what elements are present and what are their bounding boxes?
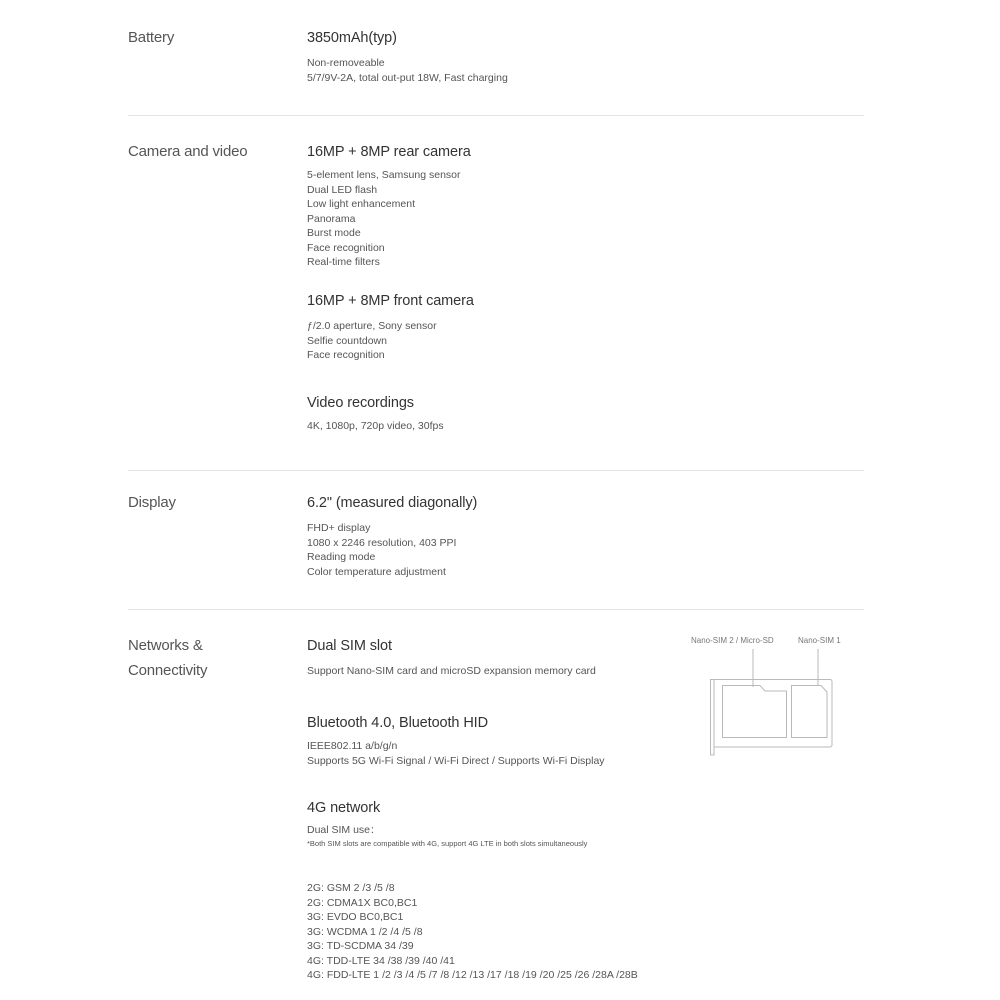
band-line: 4G: TDD-LTE 34 /38 /39 /40 /41 [307,954,455,967]
band-line: 3G: TD-SCDMA 34 /39 [307,940,414,952]
front-camera-heading: 16MP + 8MP front camera [307,293,474,309]
bluetooth-details [307,739,605,768]
dual-sim-heading: Dual SIM slot [307,638,392,654]
sim1-label: Nano-SIM 1 [798,636,841,645]
detail-line: Selfie countdown [307,334,387,347]
detail-line: Face recognition [307,241,385,254]
video-details [307,419,444,434]
detail-line: Low light enhancement [307,198,415,210]
sim-tray-diagram [700,645,840,760]
detail-line: Reading mode [307,551,376,563]
display-heading: 6.2" (measured diagonally) [307,495,478,511]
battery-heading: 3850mAh(typ) [307,30,397,46]
band-line: 2G: GSM 2 /3 /5 /8 [307,882,395,894]
detail-line: Burst mode [307,227,361,239]
networks-label [128,633,207,683]
section-divider [128,470,864,471]
battery-details [307,56,508,85]
display-details [307,521,456,579]
band-line: 2G: CDMA1X BC0,BC1 [307,896,418,909]
detail-line: Panorama [307,212,356,225]
camera-label: Camera and video [128,143,248,160]
4g-compat-note: *Both SIM slots are compatible with 4G, support 4G LTE in both slots simultaneously [307,839,588,848]
detail-line: Face recognition [307,349,385,361]
detail-line: 1080 x 2246 resolution, 403 PPI [307,536,457,549]
4g-network-heading: 4G network [307,800,381,816]
battery-label: Battery [128,29,175,46]
detail-line: Non-removeable [307,57,385,69]
detail-line: 5-element lens, Samsung sensor [307,169,461,181]
sim2-label: Nano-SIM 2 / Micro-SD [691,636,774,645]
rear-camera-details [307,168,461,270]
rear-camera-heading: 16MP + 8MP rear camera [307,144,471,160]
sim1-slot [792,686,828,738]
detail-line: 5/7/9V-2A, total out-put 18W, Fast charging [307,71,508,84]
networks-label-line: Connectivity [128,662,208,679]
bluetooth-heading: Bluetooth 4.0, Bluetooth HID [307,715,488,731]
sim2-slot [723,686,787,738]
band-line: 4G: FDD-LTE 1 /2 /3 /4 /5 /7 /8 /12 /13 /17 /18 /19 /20 /25 /26 /28A /28B [307,969,638,981]
detail-line: ƒ/2.0 aperture, Sony sensor [307,320,437,332]
detail-line: Dual LED flash [307,183,378,196]
section-divider [128,609,864,610]
dual-sim-details [307,664,596,679]
detail-line: Support Nano-SIM card and microSD expansion memory card [307,665,596,677]
networks-label-line: Networks & [128,637,203,654]
front-camera-details [307,319,437,363]
network-bands [307,881,638,983]
detail-line: Color temperature adjustment [307,565,446,578]
band-line: 3G: EVDO BC0,BC1 [307,911,404,923]
section-divider [128,115,864,116]
dual-sim-use: Dual SIM use： [307,824,381,836]
detail-line: Supports 5G Wi-Fi Signal / Wi-Fi Direct / Supports Wi-Fi Display [307,754,605,767]
display-label: Display [128,494,176,511]
video-heading: Video recordings [307,395,414,411]
detail-line: FHD+ display [307,522,371,534]
band-line: 3G: WCDMA 1 /2 /4 /5 /8 [307,925,423,938]
detail-line: 4K, 1080p, 720p video, 30fps [307,420,444,432]
detail-line: Real-time filters [307,256,380,268]
detail-line: IEEE802.11 a/b/g/n [307,740,398,752]
